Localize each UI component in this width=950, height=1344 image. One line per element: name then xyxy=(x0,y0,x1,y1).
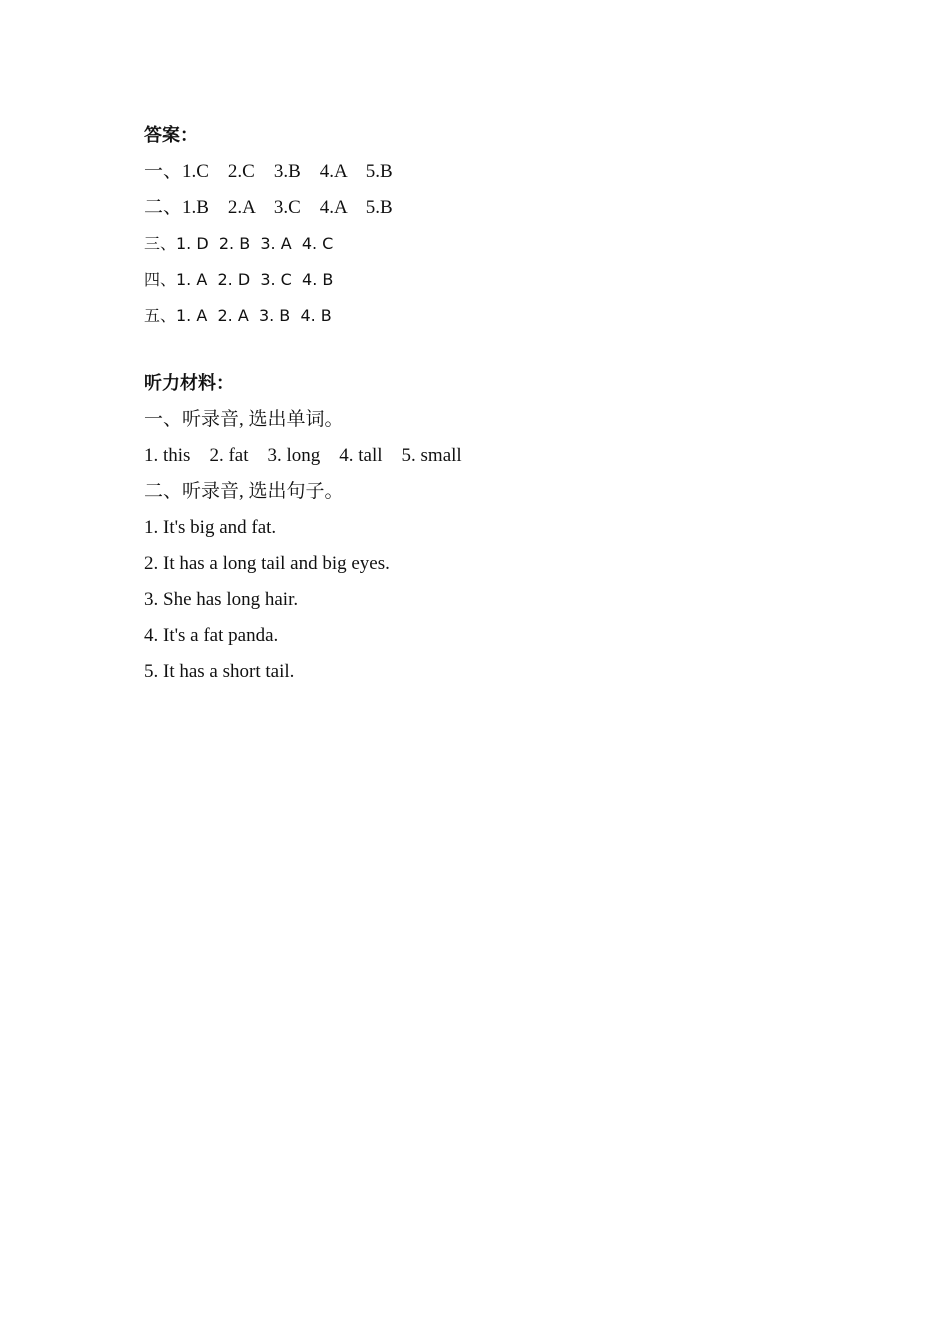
listening-line-3: 二、听录音, 选出句子。 xyxy=(144,481,344,502)
listening-line-4: 1. It's big and fat. xyxy=(144,517,277,538)
answer-line-2: 二、1.B 2.A 3.C 4.A 5.B xyxy=(144,197,393,218)
answer-line-1: 一、1.C 2.C 3.B 4.A 5.B xyxy=(144,161,393,182)
answers-heading: 答案： xyxy=(144,125,198,146)
document-content xyxy=(144,122,824,694)
answer-line-3: 三、1. D 2. B 3. A 4. C xyxy=(144,234,334,253)
listening-line-6: 3. She has long hair. xyxy=(144,589,299,610)
listening-line-2: 1. this 2. fat 3. long 4. tall 5. small xyxy=(144,445,462,466)
listening-heading: 听力材料： xyxy=(144,373,234,394)
answer-line-4: 四、1. A 2. D 3. C 4. B xyxy=(144,270,334,289)
answer-line-5: 五、1. A 2. A 3. B 4. B xyxy=(144,306,332,325)
listening-line-5: 2. It has a long tail and big eyes. xyxy=(144,553,390,574)
listening-line-7: 4. It's a fat panda. xyxy=(144,625,279,646)
section-spacer xyxy=(144,338,824,370)
listening-line-1: 一、听录音, 选出单词。 xyxy=(144,409,344,430)
listening-line-8: 5. It has a short tail. xyxy=(144,661,295,682)
